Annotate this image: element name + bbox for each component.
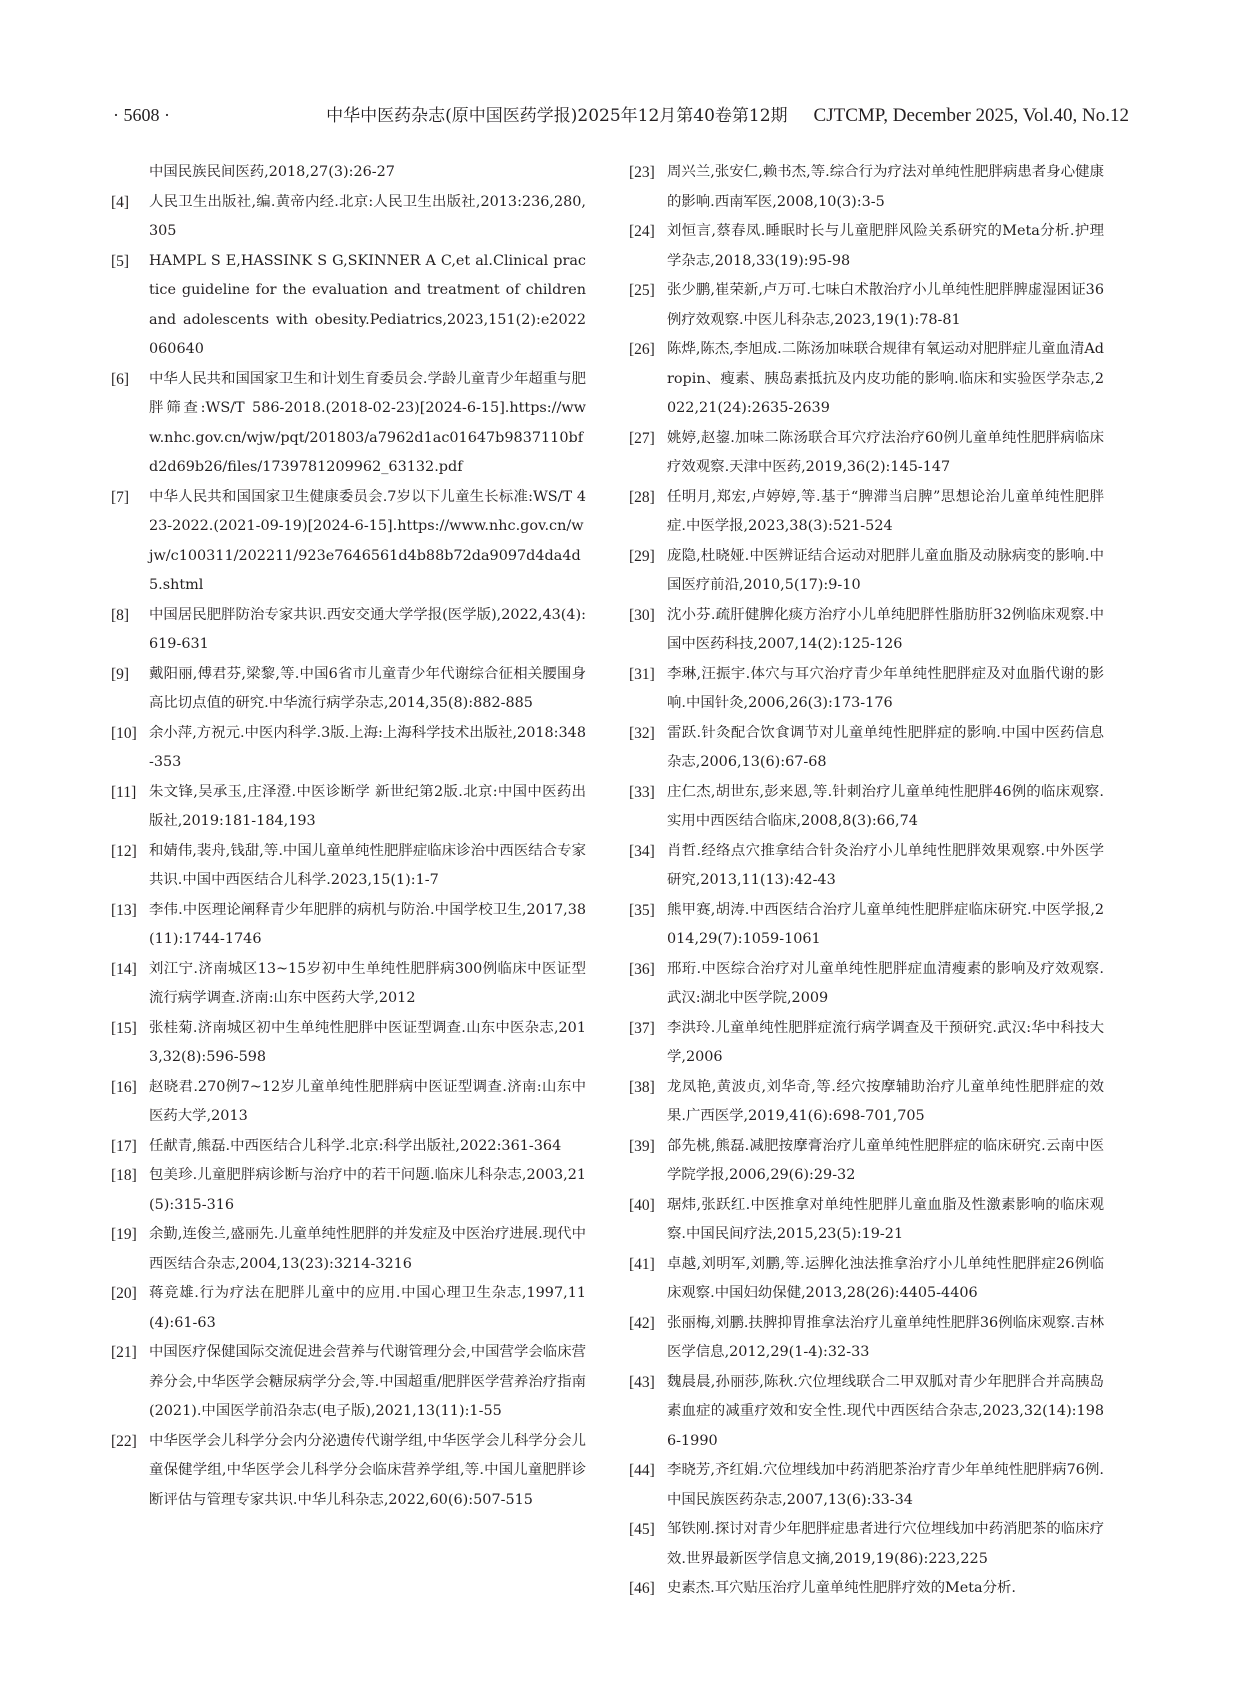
reference-text: 中国医疗保健国际交流促进会营养与代谢管理分会,中国营学会临床营养分会,中华医学会糖尿病学分会,等.中国超重/肥胖医学营养治疗指南(2021).中国医学前沿杂志(电子版),2021,13(11):1-55	[149, 1344, 586, 1419]
reference-text: 李琳,汪振宇.体穴与耳穴治疗青少年单纯性肥胖症及对血脂代谢的影响.中国针灸,2006,26(3):173-176	[667, 665, 1104, 711]
reference-column-right	[629, 158, 1104, 1604]
reference-text: 沈小芬.疏肝健脾化痰方治疗小儿单纯肥胖性脂肪肝32例临床观察.中国中医药科技,2007,14(2):125-126	[667, 606, 1104, 652]
reference-number: [35]	[629, 901, 655, 919]
reference-text: 郃先桃,熊磊.减肥按摩膏治疗儿童单纯性肥胖症的临床研究.云南中医学院学报,2006,29(6):29-32	[667, 1137, 1104, 1183]
reference-entry	[629, 1014, 1104, 1073]
reference-text: 和婧伟,裴舟,钱甜,等.中国儿童单纯性肥胖症临床诊治中西医结合专家共识.中国中西医结合儿科学.2023,15(1):1-7	[149, 842, 586, 888]
reference-number: [5]	[111, 252, 130, 270]
reference-text: 史素杰.耳穴贴压治疗儿童单纯性肥胖疗效的Meta分析.	[667, 1580, 1016, 1596]
reference-entry	[111, 1132, 586, 1162]
reference-number: [10]	[111, 724, 137, 742]
reference-text: 李伟.中医理论阐释青少年肥胖的病机与防治.中国学校卫生,2017,38(11):1744-1746	[149, 901, 586, 947]
reference-text: 余勤,连俊兰,盛丽先.儿童单纯性肥胖的并发症及中医治疗进展.现代中西医结合杂志,2004,13(23):3214-3216	[149, 1226, 586, 1272]
reference-number: [19]	[111, 1226, 137, 1243]
reference-entry	[111, 1427, 586, 1516]
reference-number: [6]	[111, 370, 130, 388]
reference-entry	[111, 1220, 586, 1279]
reference-number: [20]	[111, 1285, 137, 1302]
reference-number: [44]	[629, 1462, 655, 1479]
reference-entry	[629, 778, 1104, 837]
reference-text: 任明月,郑宏,卢婷婷,等.基于“脾滞当启脾”思想论治儿童单纯性肥胖症.中医学报,2023,38(3):521-524	[667, 488, 1104, 534]
reference-entry	[111, 1338, 586, 1427]
reference-text: 人民卫生出版社,编.黄帝内经.北京:人民卫生出版社,2013:236,280,305	[149, 193, 586, 239]
reference-text: 赵晓君.270例7~12岁儿童单纯性肥胖病中医证型调查.济南:山东中医药大学,2013	[149, 1078, 586, 1124]
reference-entry	[629, 542, 1104, 601]
reference-entry	[629, 955, 1104, 1014]
reference-number: [25]	[629, 282, 655, 299]
reference-entry	[629, 158, 1104, 217]
reference-entry	[629, 335, 1104, 424]
reference-entry	[111, 158, 586, 188]
reference-number: [30]	[629, 606, 655, 624]
reference-number: [16]	[111, 1078, 137, 1096]
reference-entry	[629, 601, 1104, 660]
reference-number: [22]	[111, 1432, 137, 1450]
reference-text: 姚婷,赵鋆.加味二陈汤联合耳穴疗法治疗60例儿童单纯性肥胖病临床疗效观察.天津中医药,2019,36(2):145-147	[667, 429, 1104, 475]
reference-entry	[111, 660, 586, 719]
reference-text: 包美珍.儿童肥胖病诊断与治疗中的若干问题.临床儿科杂志,2003,21(5):315-316	[149, 1167, 586, 1213]
reference-number: [21]	[111, 1344, 137, 1361]
reference-text: 任献青,熊磊.中西医结合儿科学.北京:科学出版社,2022:361-364	[149, 1137, 562, 1154]
reference-number: [41]	[629, 1255, 655, 1273]
reference-entry	[111, 1014, 586, 1073]
reference-text: 张丽梅,刘鹏.扶脾抑胃推拿法治疗儿童单纯性肥胖36例临床观察.吉林医学信息,2012,29(1-4):32-33	[667, 1314, 1104, 1360]
reference-entry	[111, 483, 586, 601]
reference-entry	[629, 1515, 1104, 1574]
reference-text: 龙凤艳,黄波贞,刘华奇,等.经穴按摩辅助治疗儿童单纯性肥胖症的效果.广西医学,2019,41(6):698-701,705	[667, 1078, 1104, 1124]
reference-number: [24]	[629, 223, 655, 240]
reference-number: [11]	[111, 783, 137, 801]
reference-entry	[629, 1574, 1104, 1604]
reference-number: [43]	[629, 1373, 655, 1391]
reference-entry	[629, 1191, 1104, 1250]
reference-entry	[111, 778, 586, 837]
reference-number: [32]	[629, 724, 655, 742]
reference-number: [27]	[629, 429, 655, 447]
reference-entry	[629, 1309, 1104, 1368]
reference-number: [28]	[629, 488, 655, 506]
reference-text: 魏晨晨,孙丽莎,陈秋.穴位埋线联合二甲双胍对青少年肥胖合并高胰岛素血症的减重疗效和安全性.现代中西医结合杂志,2023,32(14):1986-1990	[667, 1373, 1104, 1449]
reference-text: 周兴兰,张安仁,赖书杰,等.综合行为疗法对单纯性肥胖病患者身心健康的影响.西南军医,2008,10(3):3-5	[667, 164, 1104, 210]
reference-text: 中国居民肥胖防治专家共识.西安交通大学学报(医学版),2022,43(4):619-631	[149, 606, 586, 652]
journal-title-cn: 中华中医药杂志(原中国医药学报)2025年12月第40卷第12期	[326, 106, 788, 126]
reference-number: [23]	[629, 164, 655, 181]
reference-number: [17]	[111, 1137, 137, 1155]
reference-text: 中华人民共和国国家卫生和计划生育委员会.学龄儿童青少年超重与肥胖筛查:WS/T 586-2018.(2018-02-23)[2024-6-15].https://www.nhc.gov.cn/wjw/pqt/201803/a7962d1ac01647b9837110bfd2d69b26/files/1739781209962_63132.pdf	[149, 370, 586, 475]
reference-number: [26]	[629, 341, 655, 358]
reference-text: 中华人民共和国国家卫生健康委员会.7岁以下儿童生长标准:WS/T 423-2022.(2021-09-19)[2024-6-15].https://www.nhc.gov.cn/wjw/c100311/202211/923e7646561d4b88b72da9097d4da4d5.shtml	[149, 488, 586, 593]
reference-entry	[629, 1073, 1104, 1132]
reference-entry	[111, 1073, 586, 1132]
reference-entry	[111, 955, 586, 1014]
reference-number: [13]	[111, 901, 137, 919]
journal-title-en: CJTCMP, December 2025, Vol.40, No.12	[813, 105, 1129, 126]
reference-number: [4]	[111, 193, 130, 211]
reference-entry	[629, 217, 1104, 276]
reference-text: 邹铁刚.探讨对青少年肥胖症患者进行穴位埋线加中药消肥茶的临床疗效.世界最新医学信息文摘,2019,19(86):223,225	[667, 1521, 1104, 1567]
reference-number: [9]	[111, 665, 130, 683]
reference-entry	[629, 896, 1104, 955]
reference-entry	[629, 1456, 1104, 1515]
reference-number: [15]	[111, 1019, 137, 1037]
reference-entry	[629, 1132, 1104, 1191]
reference-number: [37]	[629, 1019, 655, 1037]
reference-number: [12]	[111, 842, 137, 860]
reference-number: [33]	[629, 783, 655, 801]
reference-text: 刘江宁.济南城区13~15岁初中生单纯性肥胖病300例临床中医证型流行病学调查.济南:山东中医药大学,2012	[149, 960, 586, 1006]
reference-text: 李晓芳,齐红娟.穴位埋线加中药消肥茶治疗青少年单纯性肥胖病76例.中国民族医药杂志,2007,13(6):33-34	[667, 1462, 1104, 1508]
reference-text: 庞隐,杜晓娅.中医辨证结合运动对肥胖儿童血脂及动脉病变的影响.中国医疗前沿,2010,5(17):9-10	[667, 547, 1104, 593]
reference-text: 张少鹏,崔荣新,卢万可.七味白术散治疗小儿单纯性肥胖脾虚湿困证36例疗效观察.中医儿科杂志,2023,19(1):78-81	[667, 282, 1104, 328]
reference-column-left	[111, 158, 586, 1515]
reference-text: 卓越,刘明军,刘鹏,等.运脾化浊法推拿治疗小儿单纯性肥胖症26例临床观察.中国妇幼保健,2013,28(26):4405-4406	[667, 1255, 1104, 1301]
reference-entry	[629, 1250, 1104, 1309]
reference-number: [45]	[629, 1521, 655, 1538]
reference-text: 李洪玲.儿童单纯性肥胖症流行病学调查及干预研究.武汉:华中科技大学,2006	[667, 1019, 1104, 1065]
reference-entry	[629, 424, 1104, 483]
reference-number: [7]	[111, 488, 130, 506]
reference-number: [14]	[111, 960, 137, 978]
reference-entry	[111, 188, 586, 247]
page-header	[113, 101, 1129, 131]
reference-text: 雷跃.针灸配合饮食调节对儿童单纯性肥胖症的影响.中国中医药信息杂志,2006,13(6):67-68	[667, 724, 1104, 770]
reference-entry	[629, 483, 1104, 542]
reference-text: 邢珩.中医综合治疗对儿童单纯性肥胖症血清瘦素的影响及疗效观察.武汉:湖北中医学院,2009	[667, 960, 1104, 1006]
reference-text: 肖哲.经络点穴推拿结合针灸治疗小儿单纯性肥胖效果观察.中外医学研究,2013,11(13):42-43	[667, 842, 1104, 888]
reference-text: HAMPL S E,HASSINK S G,SKINNER A C,et al.Clinical practice guideline for the evaluation and treatment of children and adolescents with obesity.Pediatrics,2023,151(2):e2022060640	[149, 252, 586, 357]
reference-entry	[629, 837, 1104, 896]
reference-number: [40]	[629, 1196, 655, 1214]
reference-number: [38]	[629, 1078, 655, 1096]
reference-text: 中华医学会儿科学分会内分泌遗传代谢学组,中华医学会儿科学分会儿童保健学组,中华医学会儿科学分会临床营养学组,等.中国儿童肥胖诊断评估与管理专家共识.中华儿科杂志,2022,60(6):507-515	[149, 1432, 586, 1508]
reference-text: 蒋竞雄.行为疗法在肥胖儿童中的应用.中国心理卫生杂志,1997,11(4):61-63	[149, 1285, 586, 1331]
page-number: · 5608 ·	[113, 105, 170, 125]
reference-entry	[629, 719, 1104, 778]
reference-number: [34]	[629, 842, 655, 860]
reference-entry	[111, 365, 586, 483]
reference-text: 陈烨,陈杰,李旭成.二陈汤加味联合规律有氧运动对肥胖症儿童血清Adropin、瘦素、胰岛素抵抗及内皮功能的影响.临床和实验医学杂志,2022,21(24):2635-2639	[667, 341, 1104, 416]
reference-number: [31]	[629, 665, 655, 683]
reference-entry	[111, 247, 586, 365]
reference-text: 戴阳丽,傅君芬,梁黎,等.中国6省市儿童青少年代谢综合征相关腰围身高比切点值的研究.中华流行病学杂志,2014,35(8):882-885	[149, 665, 586, 711]
reference-text: 余小萍,方祝元.中医内科学.3版.上海:上海科学技术出版社,2018:348-353	[149, 724, 586, 770]
reference-entry	[111, 601, 586, 660]
reference-entry	[111, 719, 586, 778]
reference-text: 熊甲赛,胡涛.中西医结合治疗儿童单纯性肥胖症临床研究.中医学报,2014,29(7):1059-1061	[667, 901, 1104, 947]
reference-text: 张桂菊.济南城区初中生单纯性肥胖中医证型调查.山东中医杂志,2013,32(8):596-598	[149, 1019, 586, 1065]
reference-number: [39]	[629, 1137, 655, 1155]
reference-text: 中国民族民间医药,2018,27(3):26-27	[149, 164, 395, 180]
reference-number: [46]	[629, 1580, 655, 1597]
reference-entry	[629, 1368, 1104, 1457]
reference-entry	[111, 1161, 586, 1220]
reference-entry	[111, 896, 586, 955]
reference-number: [29]	[629, 547, 655, 565]
reference-text: 朱文锋,吴承玉,庄泽澄.中医诊断学 新世纪第2版.北京:中国中医药出版社,2019:181-184,193	[149, 783, 586, 829]
reference-number: [42]	[629, 1314, 655, 1332]
reference-number: [8]	[111, 606, 130, 624]
reference-entry	[629, 660, 1104, 719]
reference-entry	[111, 1279, 586, 1338]
reference-text: 刘恒言,蔡春凤.睡眠时长与儿童肥胖风险关系研究的Meta分析.护理学杂志,2018,33(19):95-98	[667, 223, 1104, 269]
reference-entry	[111, 837, 586, 896]
reference-text: 琚炜,张跃红.中医推拿对单纯性肥胖儿童血脂及性激素影响的临床观察.中国民间疗法,2015,23(5):19-21	[667, 1196, 1104, 1242]
reference-text: 庄仁杰,胡世东,彭来恩,等.针刺治疗儿童单纯性肥胖46例的临床观察.实用中西医结合临床,2008,8(3):66,74	[667, 783, 1104, 829]
reference-entry	[629, 276, 1104, 335]
reference-number: [18]	[111, 1167, 137, 1184]
reference-number: [36]	[629, 960, 655, 978]
